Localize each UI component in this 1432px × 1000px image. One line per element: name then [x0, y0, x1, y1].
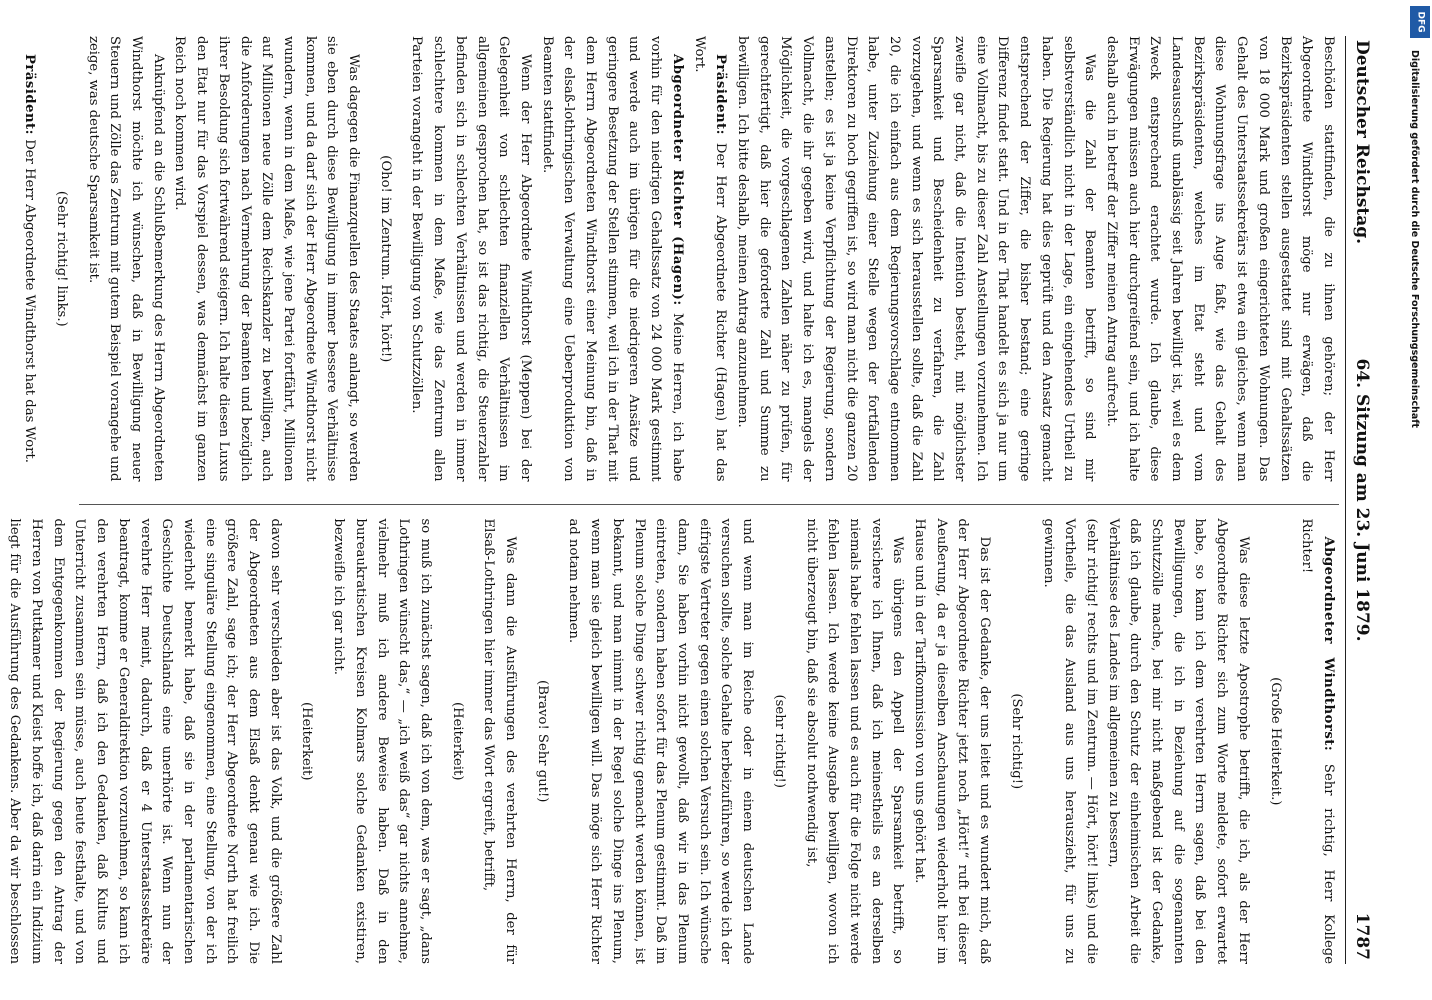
interjection: (sehr richtig!)	[771, 694, 787, 788]
speaker-name: Präsident:	[22, 54, 38, 136]
digitization-credit: Digitalisierung gefördert durch die Deutsche Forschungsgemeinschaft	[1409, 50, 1420, 428]
body-paragraph: Was diese letzte Apostrophe betrifft, die ich, als der Herr Abgeordnete Richter sich zum Worte meldete, sofort erwartet habe, so kann ich dem verehrten Herrn sagen, daß bei den Bewilligungen, die ich in Beziehung auf die sogenannten Schutzzölle mache, bei mir nicht maßgebend ist der Gedanke, daß ich glaube, durch den Schutz der einheimischen Arbeit die Verhältnisse des Landes im allgemeinen zu bessern,	[1105, 518, 1251, 964]
dfg-logo-icon: DFG	[1410, 6, 1430, 38]
body-paragraph: Was übrigens den Appell der Sparsamkeit betrifft, so versichere ich Ihnen, daß ich meinestheils es an derselben niemals habe fehlen lassen und es auch für die Folge nicht werde fehlen lassen. Ich werde keine Ausgabe bewilligen, wovon ich nicht überzeugt bin, daß sie absolut nothwendig ist,	[803, 518, 906, 964]
interjection: (Sehr richtig!)	[1008, 693, 1024, 790]
text-columns	[7, 36, 1345, 965]
speech-text: Sehr richtig, Herr Kollege Richter!	[1299, 518, 1336, 965]
body-paragraph: (sehr richtig! rechts und im Zentrum. — Hört, hört! links) und die Vortheile, die das Ausland aus uns herauszieht, für uns zu gewinnen.	[1040, 518, 1099, 964]
speaker-name: Abgeordneter Windthorst:	[1321, 536, 1336, 752]
body-paragraph: und wenn man im Reiche oder in einem deutschen Lande versuchen sollte, solche Gehalte herbeizuführen, so werde ich der eifrigste Vertreter gegen einen solchen Versuch sein. Ich wünsche dann, Sie haben vorhin nicht gewollt, daß wir in das Plenum eintreten, sondern haben sofort für das Plenum gestimmt. Daß im Plenum solche Dinge schwer richtig gemacht werden können, ist bekannt, und man nimmt in der Regel solche Dinge ins Plenum, wenn man sie gleich bewilligen will. Das möge sich Herr Richter ad notam nehmen.	[566, 518, 756, 964]
body-paragraph: Was die Zahl der Beamten betrifft, so sind mir selbstverständlich nicht in der Lage, ein eingehendes Urtheil zu haben. Die Regierung hat dies geprüft und den Ansatz gemacht entsprechend der Ziffer, die bisher bestand; eine geringe Differenz findet statt. Und in der That handelt es sich ja nur um eine Vollmacht, bis zu dieser Zahl Anstellungen vorzunehmen. Ich zweifle gar nicht, daß die Intention besteht, mit möglichster Sparsamkeit und Bescheidenheit zu verfahren, die Zahl vorzugehen, und wenn es sich herausstellen sollte, daß die Zahl 20, die ich einfach aus dem Regierungsvorschlage entnommen habe, unter Zuziehung einer Stelle wegen der fortfallenden Direktoren zu hoch gegriffen ist, so wird man nicht die ganzen 20 anstellen; es ist ja keine Verpflichtung der Regierung, sondern Vollmacht, die ihr gegeben wird, und halte ich es, mangels der Möglichkeit, die vorgeschlagenen Zahlen näher zu prüfen, für gerechtfertigt, daß hier die geforderte Zahl und Summe zu bewilligen. Ich bitte deshalb, meinen Antrag anzunehmen.	[735, 36, 1098, 482]
speaker-paragraph	[1296, 519, 1339, 965]
speaker-paragraph	[688, 36, 731, 482]
journal-title: Deutscher Reichstag.	[1352, 40, 1372, 245]
page-header	[1345, 36, 1374, 964]
right-column	[7, 504, 1339, 965]
body-paragraph: Was dann die Ausführungen des verehrten Herrn, der für Elsaß-Lothringen hier immer das Wort ergreift, betrifft,	[481, 518, 519, 964]
interjection: (Heiterkeit)	[299, 701, 315, 781]
session-title: 64. Sitzung am 23. Juni 1879.	[1352, 358, 1372, 642]
body-paragraph: Das ist der Gedanke, der uns leitet und es wundert mich, daß der Herr Abgeordnete Richter jetzt noch „Hört!“ ruft bei dieser Aeußerung, da er ja dieselben Anschauungen wiederholt hier im Hause und in der Tarifkommission von uns gehört hat.	[912, 518, 993, 964]
speech-text: Der Herr Abgeordnete Richter (Hagen) hat das Wort.	[691, 36, 729, 482]
speaker-name: Präsident:	[713, 54, 729, 136]
body-paragraph: Beschöden stattfinden, die zu ihnen gehören; der Herr Abgeordnete Windthorst möge nur erwägen, daß die Bezirkspräsidenten stellen ausgestattet sind mit Gehaltssätzen von 18 000 Mark und großen eingerichteten Wohnungen. Das Gehalt des Unterstaatssekretärs ist etwa ein gleiches, wenn man diese Wohnungsfrage ins Auge faßt, wie das Gehalt des Bezirkspräsidenten, welches im Etat steht und vom Landesausschuß unablässig seit Jahren bewilligt ist, weil es dem Zweck entsprechend erachtet wurde. Ich glaube, diese Erwägungen müssen auch hier durchgreifend sein, und ich halte deshalb auch in betreff der Ziffer meinen Antrag aufrecht.	[1103, 36, 1336, 482]
speech-text: Der Herr Abgeordnete Windthorst hat das Wort.	[22, 135, 38, 463]
scanned-page	[7, 20, 1380, 980]
body-paragraph: so muß ich zunächst sagen, daß ich von dem, was er sagt, „dans Lothringen wünscht das,“ — „ich weiß das“ gar nichts annehme, vielmehr muß ich andere Beweise haben. Daß in den bureaukratischen Kreisen Kolmars solche Gedanken existiren, bezweifle ich gar nicht.	[331, 518, 433, 964]
interjection: (Heiterkeit)	[449, 701, 465, 781]
speaker-paragraph	[19, 36, 41, 482]
interjection: (Oho! im Zentrum. Hört, hört!)	[377, 155, 393, 363]
interjection: (Sehr richtig! links.)	[53, 190, 69, 327]
body-paragraph: Wenn der Herr Abgeordnete Windthorst (Meppen) bei der Gelegenheit von schlechten finanziellen Verhältnissen im allgemeinen gesprochen hat, so ist das richtig, die Steuerzahler befinden sich in schlechten Verhältnissen und werden in immer schlechtere kommen in dem Maße, wie das Zentrum allen Parteien vorangeht in der Bewilligung von Schutzzöllen.	[409, 36, 533, 482]
speaker-paragraph	[536, 36, 688, 482]
body-paragraph: davon sehr verschieden aber ist das Volk, und die größere Zahl der Abgeordneten aus dem Elsaß denkt genau wie ich. Die größere Zahl, sage ich; der Herr Abgeordnete North hat freilich eine singuläre Stellung eingenommen, eine Stellung, von der ich wiederholt bemerkt habe, daß sie in der parlamentarischen Geschichte Deutschlands eine unerhörte ist. Wenn nun der verehrte Herr meint, dadurch, daß er 4 Unterstaatssekretäre beantragt, komme er Generaldirektion vorzunehmen, so kann ich den verehrten Herrn, daß ich den Gedanken, daß Kultus und Unterricht zusammen sein müsse, auch heute festhalte, und von dem Entgegenkommen der Regierung gegen den Antrag der Herren von Puttkamer und Kleist hoffe ich, daß darin ein Indizium liegt für die Ausführung des Gedankens. Aber da wir beschlossen	[7, 518, 283, 964]
page-number: 1787	[1352, 912, 1372, 960]
body-paragraph: Anknüpfend an die Schlußbemerkung des Herrn Abgeordneten Windthorst möchte ich wünschen, daß in Bewilligung neuer Steuern und Zölle das Zentrum mit gutem Beispiel vorangehe und zeige, was deutsche Sparsamkeit ist.	[85, 36, 166, 482]
speech-text: Meine Herren, ich habe vorhin für den niedrigen Gehaltssatz von 24 000 Mark gestimmt und werde auch im übrigen für die niedrigeren Ansätze und geringere Besetzung der Stellen stimmen, weil ich in der That mit dem Herrn Abgeordneten Windthorst einer Meinung bin, daß in der elsaß-lothringischen Verwaltung eine Ueberproduktion von Beamten stattfindet.	[539, 36, 685, 482]
interjection: (Bravo! Sehr gut!)	[534, 680, 550, 803]
left-column	[22, 36, 1339, 482]
speaker-name: Abgeordneter Richter (Hagen):	[669, 54, 685, 306]
interjection: (Große Heiterkeit.)	[1267, 677, 1283, 806]
body-paragraph: Was dagegen die Finanzquellen des Staates anlangt, so werden sie eben durch diese Bewilligung in immer bessere Verhältnisse kommen, und da darf sich der Herr Abgeordnete Windthorst nicht wundern, wenn in dem Maße, wie jene Partei fortfährt, Millionen auf Millionen neue Zölle dem Reichskanzler zu bewilligen, auch die Anforderungen nach Vermehrung der Beamten und bezüglich ihrer Besoldung sich fortwährend steigern. Ich halte diesen Luxus den Etat nur für das Vorspiel dessen, was demnächst im ganzen Reich noch kommen wird.	[172, 36, 362, 482]
